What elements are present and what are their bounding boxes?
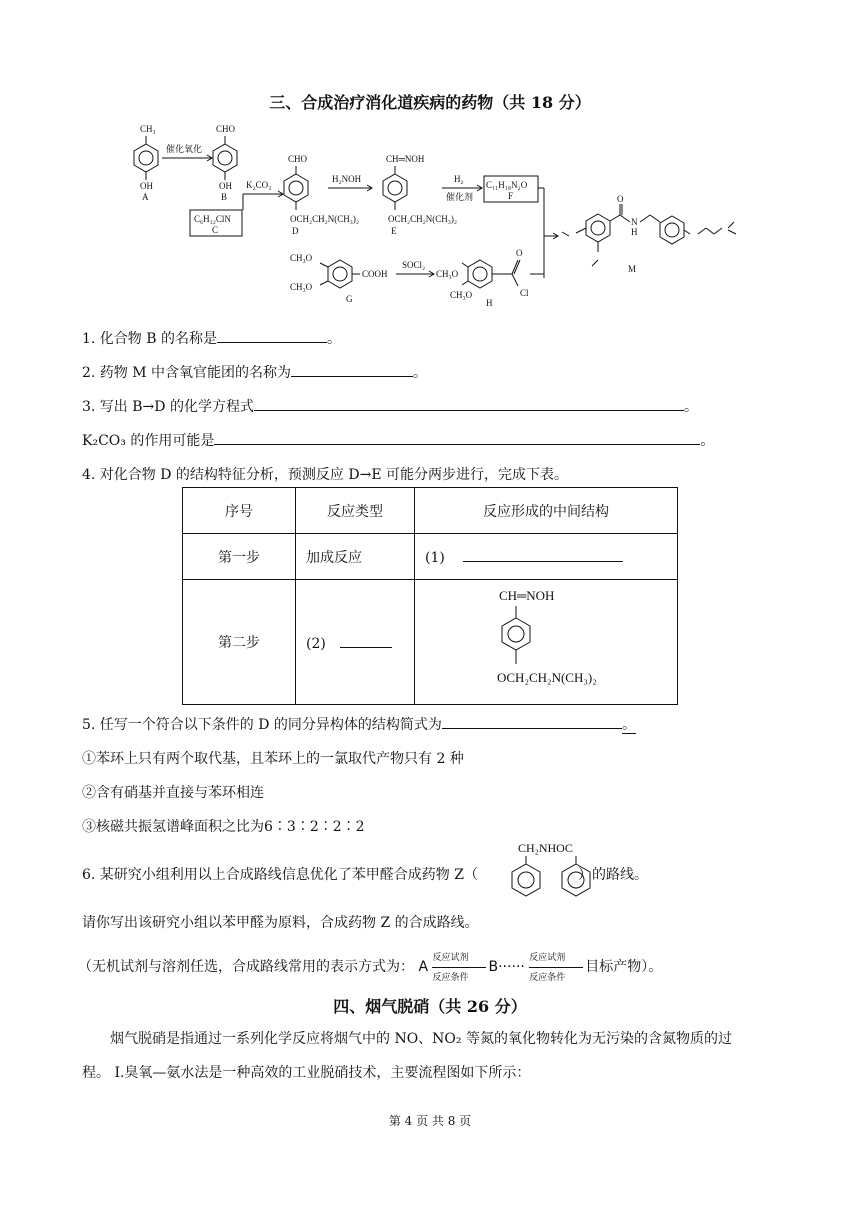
ring-M1: [586, 214, 610, 242]
section4-para2: 程。 I.臭氧—氨水法是一种高效的工业脱硝技术，主要流程图如下所示：: [82, 1065, 531, 1081]
A-sub-bottom: OH: [140, 181, 153, 191]
q3-answer-blank[interactable]: [254, 396, 684, 411]
arrow-AB-label: 催化氧化: [166, 144, 203, 154]
note-arrow-1: [432, 953, 488, 983]
row2-answer-blank[interactable]: [340, 633, 392, 648]
q2-prefix: 2. 药物 M 中含氧官能团的名称为: [82, 365, 292, 381]
q6-suffix: ）的路线。: [577, 867, 648, 883]
row1-step: 第一步: [183, 534, 296, 580]
M-H: H: [631, 227, 638, 237]
note-target: 目标产物: [585, 959, 642, 975]
page-footer: 第 4 页 共 8 页: [388, 1114, 472, 1128]
ring-A: [134, 144, 158, 172]
condition-1: ①苯环上只有两个取代基，且苯环上的一氯取代产物只有 2 种: [82, 751, 464, 767]
M-label: M: [628, 264, 637, 274]
ring-D: [284, 174, 308, 202]
H-O: O: [516, 248, 523, 258]
G-left-bottom: CH₃O: [290, 282, 313, 292]
question-1: [82, 328, 341, 348]
G-left-top: CH₃O: [290, 253, 313, 263]
q3b-answer-blank[interactable]: [214, 430, 700, 445]
note-condition-2: 反应条件: [529, 973, 566, 983]
row2-blank-label: (2): [306, 635, 326, 652]
condition-3: ③核磁共振氢谱峰面积之比为6∶3∶2∶2∶2: [82, 819, 365, 835]
table-row: [183, 534, 678, 580]
q6-note: [78, 953, 663, 983]
q3b-suffix: 。: [700, 433, 715, 449]
ring-A-circle: [139, 151, 153, 165]
C-label: C: [212, 225, 219, 235]
note-prefix: （无机试剂与溶剂任选，合成路线常用的表示方式为：: [78, 959, 414, 975]
header-type: 反应类型: [296, 488, 415, 534]
ring-M2: [660, 216, 684, 244]
q3-prefix: 3. 写出 B→D 的化学方程式: [82, 399, 254, 415]
E-label: E: [391, 226, 397, 236]
A-sub-top: CH₃: [140, 124, 156, 134]
question-5: [82, 714, 636, 734]
q2-suffix: 。: [413, 365, 428, 381]
q1-suffix: 。: [327, 331, 341, 347]
E-sub-bottom: OCH₂CH₂N(CH₃)₂: [388, 214, 458, 224]
q3-suffix: 。: [683, 399, 698, 415]
table-header-row: [183, 488, 678, 534]
note-reagent-2: 反应试剂: [529, 953, 566, 963]
arrow-DE-label: H₂NOH: [332, 174, 362, 184]
row1-answer-blank[interactable]: [463, 547, 623, 562]
row2-struct-top: CH═NOH: [499, 588, 555, 603]
row1-blank-label: (1): [425, 550, 445, 566]
q1-answer-blank[interactable]: [217, 328, 327, 343]
note-B: B······: [488, 959, 525, 975]
H-label: H: [486, 298, 493, 308]
synthesis-scheme: [120, 118, 740, 318]
reaction-table: [182, 487, 678, 705]
M-N: N: [631, 217, 638, 227]
note-condition-1: 反应条件: [432, 973, 469, 983]
B-sub-top: CHO: [216, 124, 236, 134]
header-structure: 反应形成的中间结构: [415, 488, 678, 534]
row2-type: [296, 580, 415, 705]
q2-answer-blank[interactable]: [291, 362, 413, 377]
ring-H: [468, 260, 492, 288]
H-Cl: Cl: [520, 288, 529, 298]
B-sub-bottom: OH: [219, 181, 232, 191]
D-sub-top: CHO: [288, 154, 308, 164]
header-step: 序号: [183, 488, 296, 534]
F-label: F: [508, 191, 514, 201]
note-reagent-1: 反应试剂: [432, 953, 469, 963]
q1-prefix: 1. 化合物 B 的名称是: [82, 331, 217, 347]
question-3b: [82, 430, 714, 450]
ring-B: [213, 144, 237, 172]
q5-suffix: 。: [621, 717, 636, 733]
note-arrow-2: [529, 953, 585, 983]
drug-Z-structure: [498, 836, 610, 898]
row2-struct-bottom: OCH₂CH₂N(CH₃)₂: [497, 670, 597, 685]
ring-G: [328, 260, 352, 288]
note-A: A: [418, 959, 429, 975]
row1-type: 加成反应: [296, 534, 415, 580]
question-2: [82, 362, 427, 382]
H-left-top: CH₃O: [436, 269, 459, 279]
E-sub-top: CH═NOH: [386, 154, 425, 164]
ring-E: [383, 174, 407, 202]
q3b-prefix: K₂CO₃ 的作用可能是: [82, 433, 215, 449]
arrow-GH-label: SOCl₂: [402, 260, 426, 270]
section3-title: 三、合成治疗消化道疾病的药物（共 18 分）: [269, 93, 591, 112]
condition-2: ②含有硝基并直接与苯环相连: [82, 785, 264, 801]
question-4: 4. 对化合物 D 的结构特征分析，预测反应 D→E 可能分两步进行，完成下表。: [82, 467, 569, 483]
H-left-bottom: CH₃O: [450, 290, 473, 300]
G-right: COOH: [362, 269, 388, 279]
M-O: O: [617, 194, 624, 204]
row1-structure: [415, 534, 678, 580]
A-label: A: [142, 192, 149, 202]
section4-para1: 烟气脱硝是指通过一系列化学反应将烟气中的 NO、NO₂ 等氮的氧化物转化为无污染的含氮物质的过: [110, 1031, 732, 1047]
G-label: G: [346, 294, 353, 304]
q5-answer-blank[interactable]: [442, 714, 622, 729]
q6-prefix: 6. 某研究小组利用以上合成路线信息优化了苯甲醛合成药物 Z（: [82, 867, 478, 883]
section4-title: 四、烟气脱硝（共 26 分）: [333, 997, 527, 1016]
drug-Z-label: CH₂NHOC: [518, 841, 573, 855]
arrow-BD-label: K₂CO₃: [246, 180, 272, 190]
D-label: D: [292, 226, 299, 236]
F-formula: C₁₁H₁₈N₂O: [486, 180, 528, 190]
B-label: B: [221, 192, 228, 202]
arrow-EF-bottom: 催化剂: [446, 192, 474, 202]
row2-structure: [415, 580, 678, 705]
q5-prefix: 5. 任写一个符合以下条件的 D 的同分异构体的结构简式为: [82, 717, 442, 733]
arrow-EF-top: H₂: [454, 174, 464, 184]
row2-step: 第二步: [183, 580, 296, 705]
table-row: [183, 580, 678, 705]
question-3: [82, 396, 698, 416]
D-sub-bottom: OCH₂CH₂N(CH₃)₂: [290, 214, 360, 224]
intermediate-structure: [415, 580, 675, 700]
note-suffix: ）。: [641, 959, 663, 975]
q6-line2: 请你写出该研究小组以苯甲醛为原料，合成药物 Z 的合成路线。: [82, 915, 479, 931]
C-formula: C₆H₁₂ClN: [194, 214, 231, 224]
